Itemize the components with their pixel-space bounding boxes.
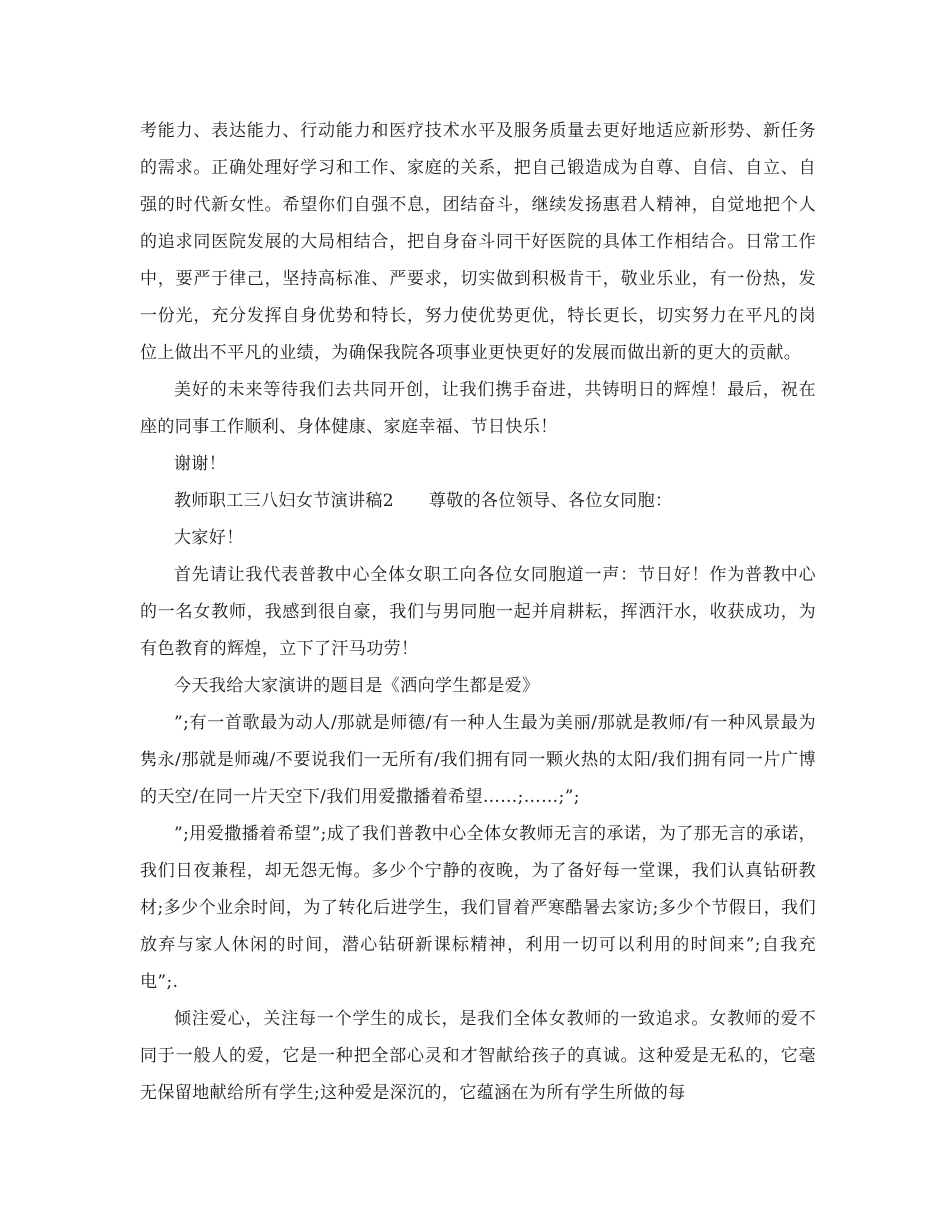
document-body [140, 113, 816, 1112]
paragraph-opening: 首先请让我代表普教中心全体女职工向各位女同胞道一声：节日好！作为普教中心的一名女教师，我感到很自豪，我们与男同胞一起并肩耕耘，挥洒汗水，收获成功，为有色教育的辉煌，立下了汗马功劳！ [140, 565, 816, 659]
paragraph-love: 倾注爱心，关注每一个学生的成长，是我们全体女教师的一致追求。女教师的爱不同于一般人的爱，它是一种把全部心灵和才智献给孩子的真诚。这种爱是无私的，它毫无保留地献给所有学生;这种爱是深沉的，它蕴涵在为所有学生所做的每 [140, 1009, 816, 1103]
paragraph-thanks: 谢谢！ [174, 454, 227, 474]
paragraph-topic: 今天我给大家演讲的题目是《洒向学生都是爱》 [174, 676, 540, 696]
paragraph-continuation: 考能力、表达能力、行动能力和医疗技术水平及服务质量去更好地适应新形势、新任务的需求。正确处理好学习和工作、家庭的关系，把自己锻造成为自尊、自信、自立、自强的时代新女性。希望你们自强不息，团结奋斗，继续发扬惠君人精神，自觉地把个人的追求同医院发展的大局相结合，把自身奋斗同干好医院的具体工作相结合。日常工作中，要严于律己，坚持高标准、严要求，切实做到积极肯干，敬业乐业，有一份热，发一份光，充分发挥自身优势和特长，努力使优势更优，特长更长，切实努力在平凡的岗位上做出不平凡的业绩，为确保我院各项事业更快更好的发展而做出新的更大的贡献。 [140, 121, 816, 363]
speech-title-line: 教师职工三八妇女节演讲稿2 尊敬的各位领导、各位女同胞： [174, 491, 673, 511]
paragraph-greeting: 大家好！ [174, 528, 244, 548]
paragraph-promise: ”;用爱撒播着希望”;成了我们普教中心全体女教师无言的承诺，为了那无言的承诺，我们日夜兼程，却无怨无悔。多少个宁静的夜晚，为了备好每一堂课，我们认真钻研教材;多少个业余时间，为了转化后进学生，我们冒着严寒酷暑去家访;多少个节假日，我们放弃与家人休闲的时间，潜心钻研新课标精神，利用一切可以利用的时间来”;自我充电”;. [140, 824, 816, 992]
paragraph-closing-wishes: 美好的未来等待我们去共同开创，让我们携手奋进，共铸明日的辉煌！最后，祝在座的同事工作顺利、身体健康、家庭幸福、节日快乐！ [140, 380, 816, 437]
paragraph-poem: ”;有一首歌最为动人/那就是师德/有一种人生最为美丽/那就是教师/有一种风景最为隽永/那就是师魂/不要说我们一无所有/我们拥有同一颗火热的太阳/我们拥有同一片广博的天空/在同一片天空下/我们用爱撒播着希望……;……;”; [140, 713, 816, 807]
